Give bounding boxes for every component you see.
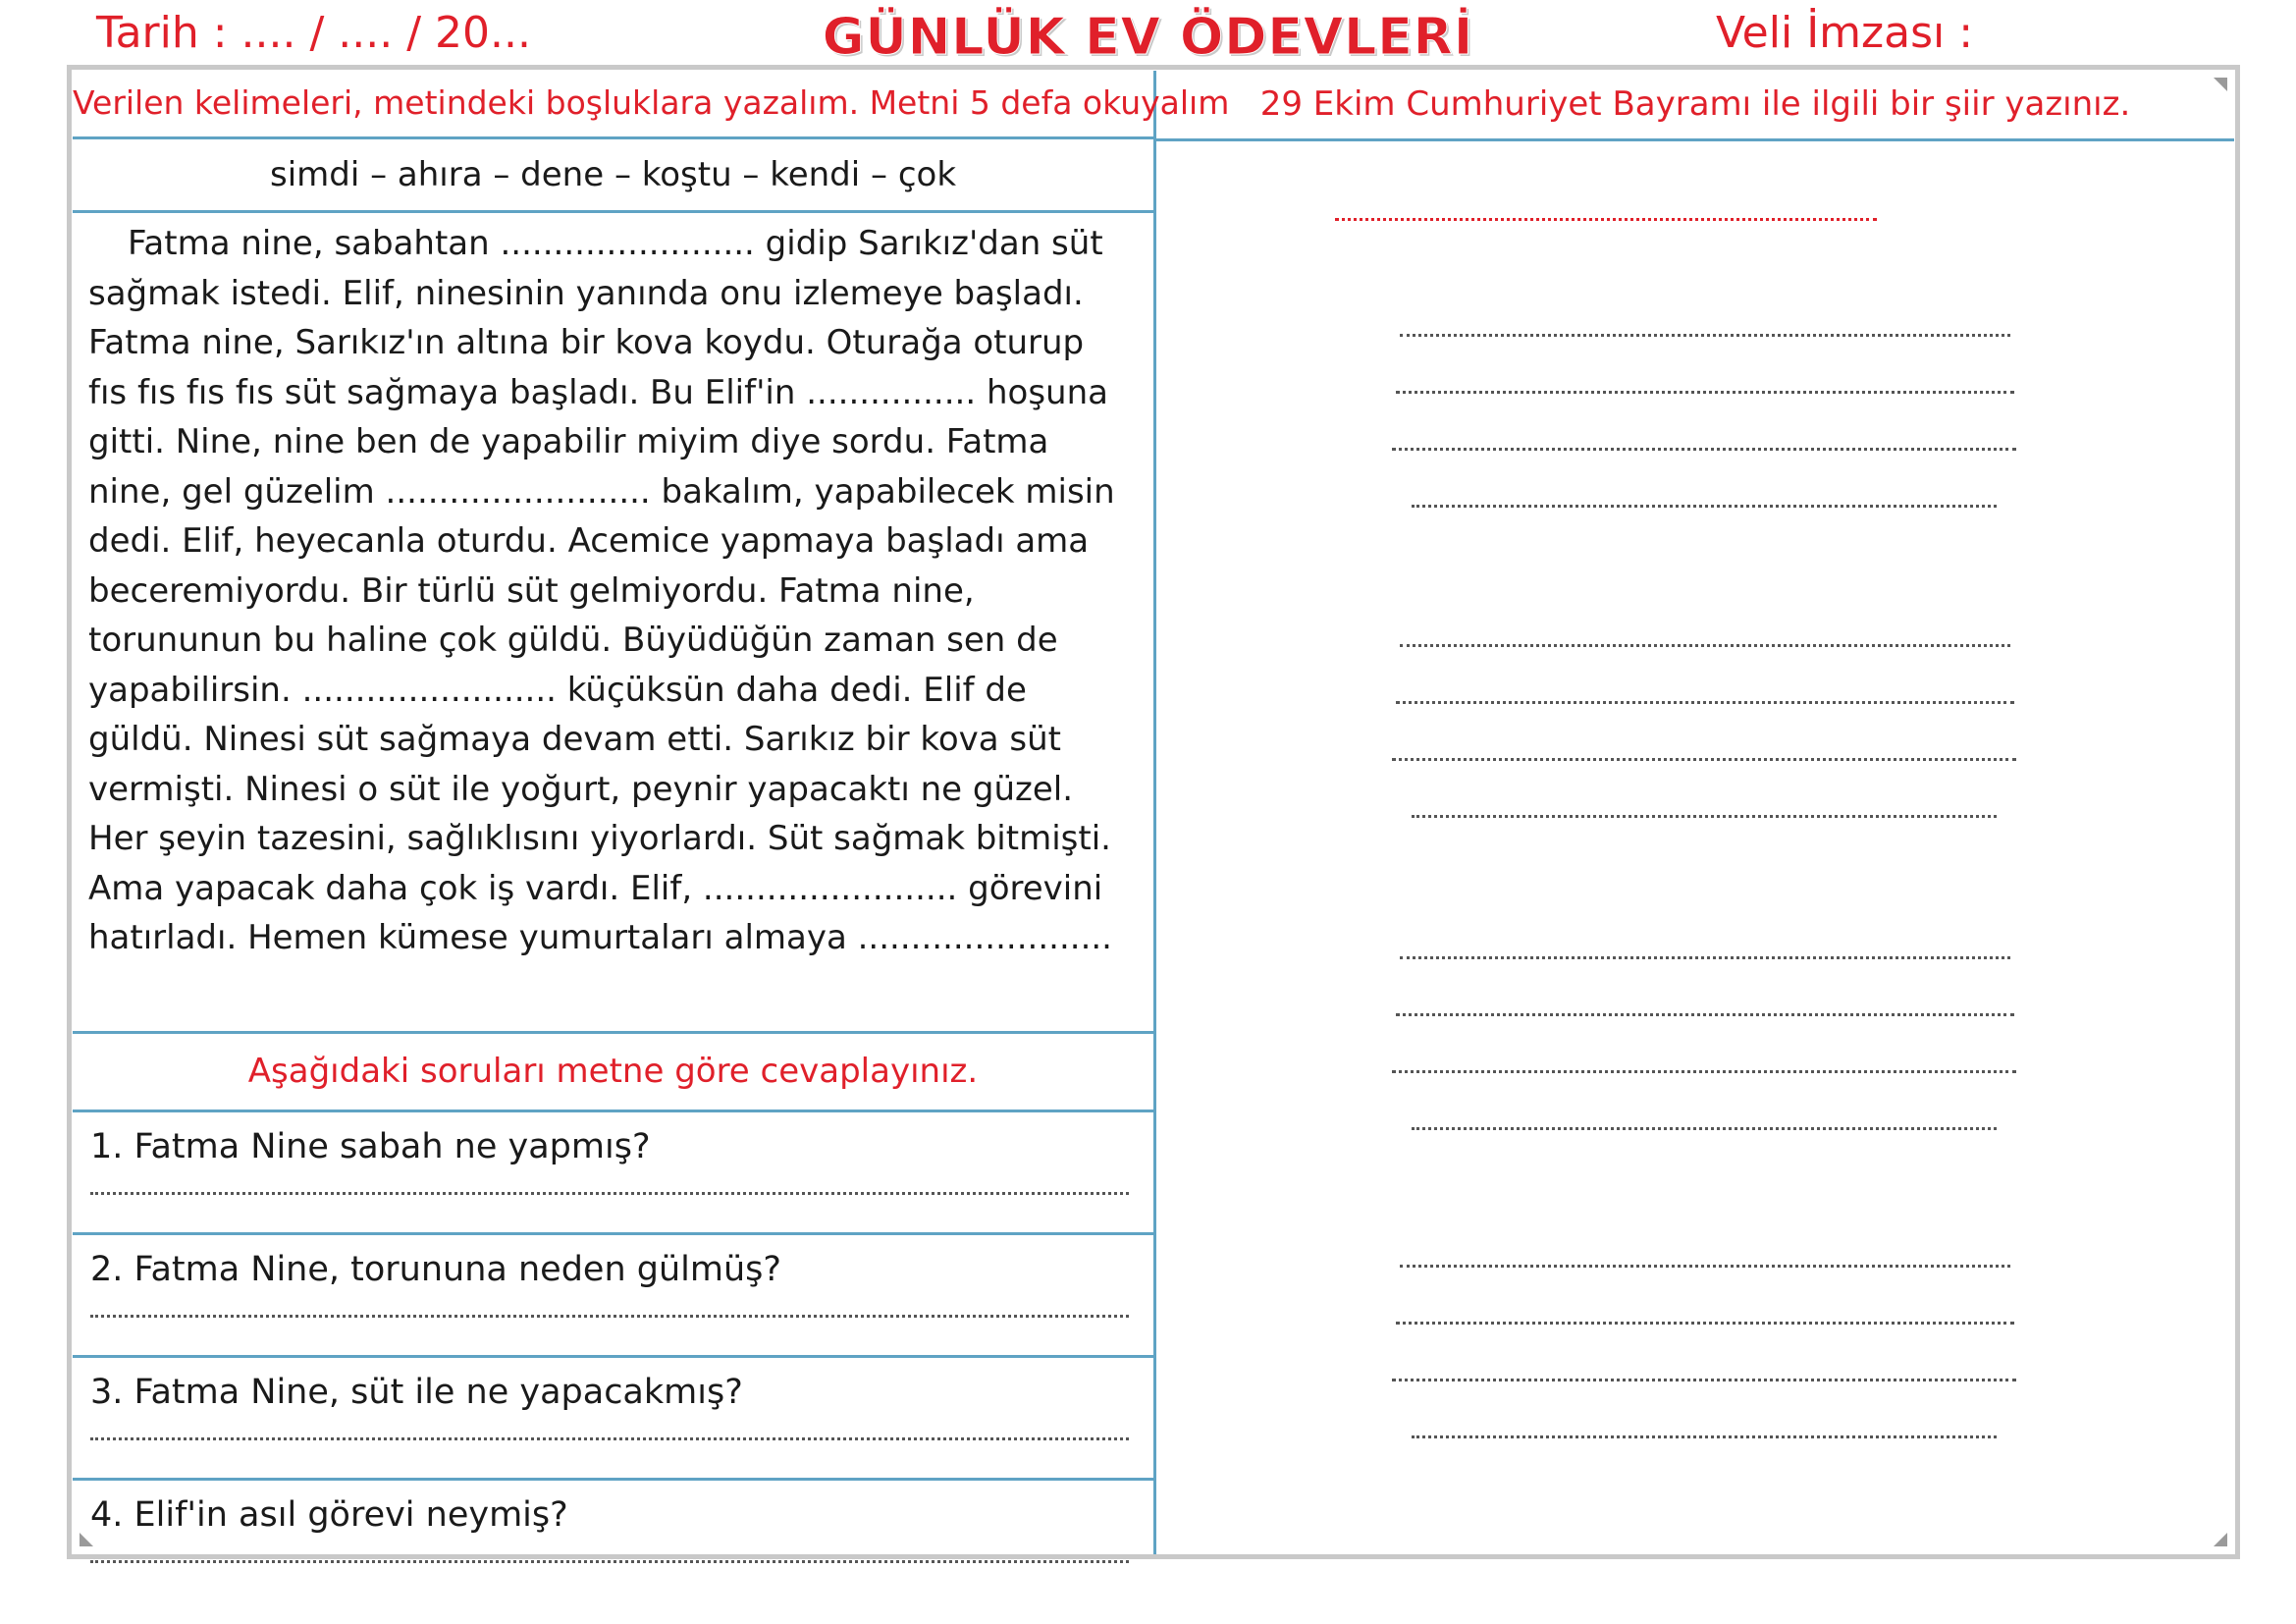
poem-line[interactable] [1392, 446, 2016, 451]
reading-column [73, 71, 1230, 1554]
poem-line[interactable] [1392, 1068, 2016, 1073]
poem-line[interactable] [1396, 699, 2014, 704]
question-4 [73, 1481, 1153, 1603]
answer-line[interactable] [90, 1557, 1129, 1563]
answer-line[interactable] [90, 1435, 1129, 1440]
poem-line[interactable] [1400, 642, 2010, 647]
answer-line[interactable] [90, 1312, 1129, 1318]
poem-line[interactable] [1412, 1434, 1997, 1438]
page-title: GÜNLÜK EV ÖDEVLERİ [822, 8, 1474, 67]
parent-signature-label: Veli İmzası : [1716, 8, 1974, 58]
poem-line[interactable] [1412, 1125, 1997, 1130]
poem-line[interactable] [1400, 1263, 2010, 1268]
poem-line[interactable] [1392, 1377, 2016, 1381]
poem-line[interactable] [1400, 954, 2010, 959]
word-bank: simdi – ahıra – dene – koştu – kendi – çok [73, 139, 1153, 213]
poem-line[interactable] [1400, 332, 2010, 337]
reading-passage [73, 213, 1153, 1034]
question-text: 1. Fatma Nine sabah ne yapmış? [90, 1127, 651, 1166]
question-text: 4. Elif'in asıl görevi neymiş? [90, 1495, 568, 1535]
question-2 [73, 1235, 1153, 1358]
poem-title-line[interactable] [1335, 216, 1877, 221]
answer-line[interactable] [90, 1189, 1129, 1195]
poem-line[interactable] [1396, 1320, 2014, 1325]
poem-line[interactable] [1392, 756, 2016, 761]
fill-in-instruction: Verilen kelimeleri, metindeki boşluklara yazalım. Metni 5 defa okuyalım [73, 71, 1153, 139]
question-1 [73, 1112, 1153, 1235]
poem-line[interactable] [1412, 813, 1997, 818]
poem-line[interactable] [1396, 389, 2014, 394]
date-field: Tarih : .... / .... / 20... [96, 8, 531, 58]
passage-text: Fatma nine, sabahtan ........................ gidip Sarıkız'dan süt sağmak istedi. Elif, ninesinin yanında onu izlemeye başladı. Fatma nine, Sarıkız'ın altına bir kova koydu. Oturağa oturup fıs fıs fıs fıs süt sağmaya başladı. Bu Elif'in ................ hoşuna gitti. Nine, nine ben de yapabilir miyim diye sordu. Fatma nine, gel güzelim ......................... bakalım, yapabilecek misin dedi. Elif, heyecanla oturdu. Acemice yapmaya başladı ama beceremiyordu. Bir türlü süt gelmiyordu. Fatma nine, torununun bu haline çok güldü. Büyüdüğün zaman sen de yapabilirsin. ........................ küçüksün daha dedi. Elif de güldü. Ninesi süt sağmaya devam etti. Sarıkız bir kova süt vermişti. Ninesi o süt ile yoğurt, peynir yapacaktı ne güzel. Her şeyin tazesini, sağlıklısını yiyorlardı. Süt sağmak bitmişti. Ama yapacak daha çok iş vardı. Elif, ........................ görevini hatırladı. Hemen kümese yumurtaları almaya ........................ [88, 224, 1115, 957]
poem-instruction: 29 Ekim Cumhuriyet Bayramı ile ilgili bir şiir yazınız. [1156, 71, 2234, 141]
questions-heading: Aşağıdaki soruları metne göre cevaplayınız. [73, 1034, 1153, 1112]
question-3 [73, 1358, 1153, 1481]
poem-line[interactable] [1396, 1011, 2014, 1016]
poem-column [1156, 71, 2234, 1554]
question-text: 2. Fatma Nine, torununa neden gülmüş? [90, 1250, 781, 1289]
poem-line[interactable] [1412, 503, 1997, 508]
question-text: 3. Fatma Nine, süt ile ne yapacakmış? [90, 1373, 743, 1412]
